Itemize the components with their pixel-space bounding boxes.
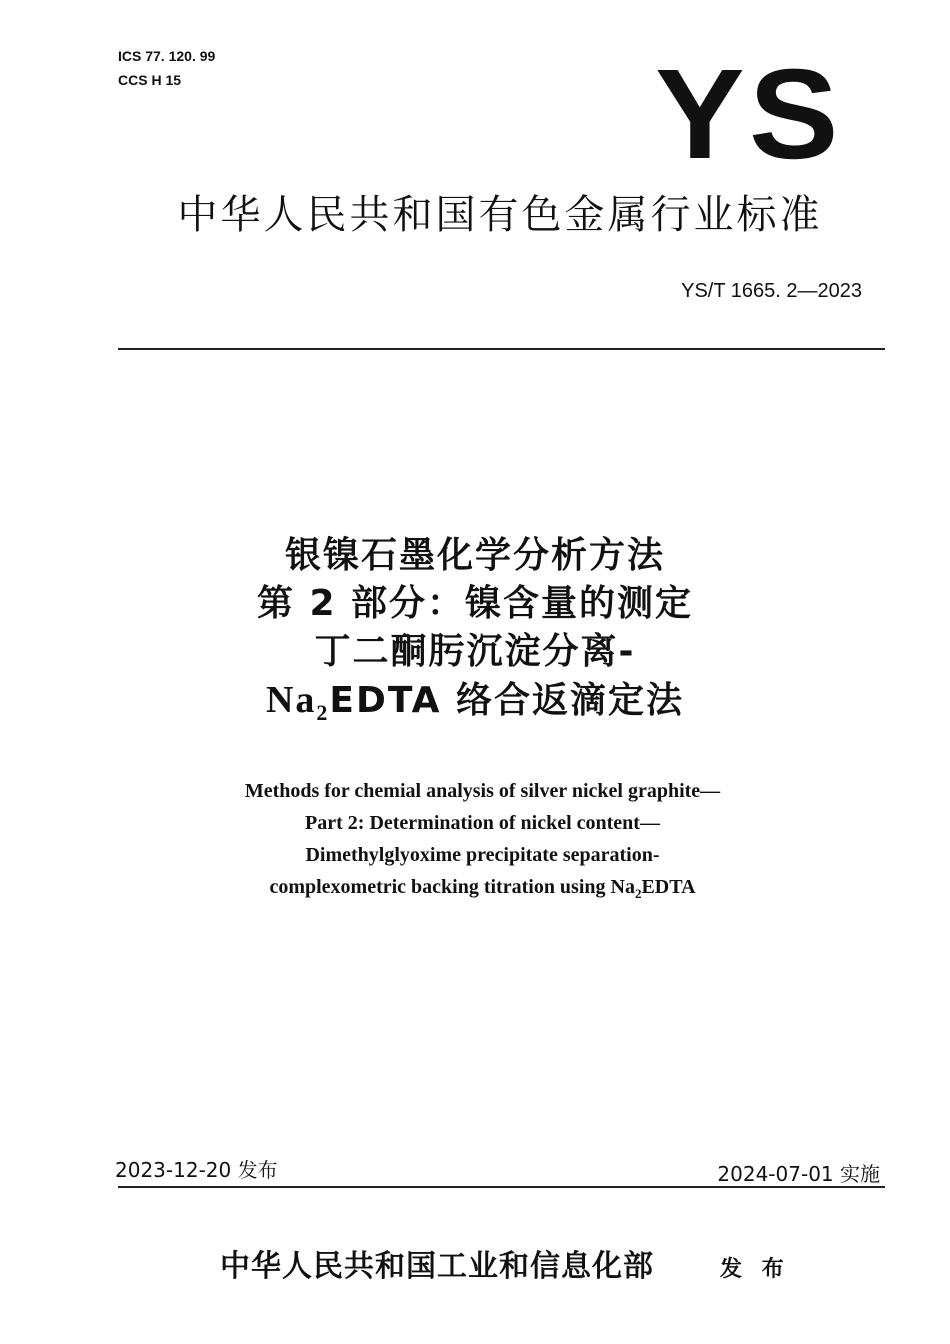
- issuing-authority: 中华人民共和国工业和信息化部: [220, 1249, 654, 1284]
- chinese-title-line-4: [100, 676, 850, 737]
- chinese-title: [100, 532, 850, 737]
- classification-codes: [118, 44, 215, 92]
- org-title: 中华人民共和国有色金属行业标准: [177, 192, 823, 238]
- english-title-line-2: Part 2: Determination of nickel content—: [305, 812, 660, 834]
- english-title-line-4: [100, 871, 865, 910]
- ys-logo: YS: [655, 43, 843, 186]
- chinese-title-line-3: 丁二酮肟沉淀分离-: [314, 631, 636, 672]
- chinese-title-na: Na: [265, 679, 317, 721]
- chinese-title-subscript: 2: [316, 700, 330, 726]
- english-title-line-4-suffix: EDTA: [641, 876, 696, 898]
- english-title-line-1: Methods for chemial analysis of silver nickel graphite—: [244, 780, 721, 802]
- english-title: [100, 775, 865, 910]
- top-divider: [118, 348, 885, 350]
- ics-code: ICS 77. 120. 99: [118, 48, 216, 64]
- issuing-action: 发 布: [720, 1257, 790, 1282]
- implementation-date: 2024-07-01 实施: [717, 1162, 880, 1186]
- chinese-title-edta: EDTA 络合返滴定法: [329, 680, 685, 721]
- ccs-code: CCS H 15: [118, 72, 182, 88]
- english-title-line-4-prefix: complexometric backing titration using Na: [269, 876, 635, 898]
- standard-number: YS/T 1665. 2—2023: [681, 280, 862, 302]
- english-title-line-3: Dimethylglyoxime precipitate separation-: [305, 844, 660, 866]
- chinese-title-line-1: 银镍石墨化学分析方法: [284, 535, 665, 576]
- chinese-title-line-2: 第 2 部分：镍含量的测定: [256, 583, 694, 624]
- issue-date: 2023-12-20 发布: [115, 1158, 278, 1182]
- bottom-divider: [118, 1186, 885, 1188]
- english-title-subscript: 2: [634, 886, 642, 901]
